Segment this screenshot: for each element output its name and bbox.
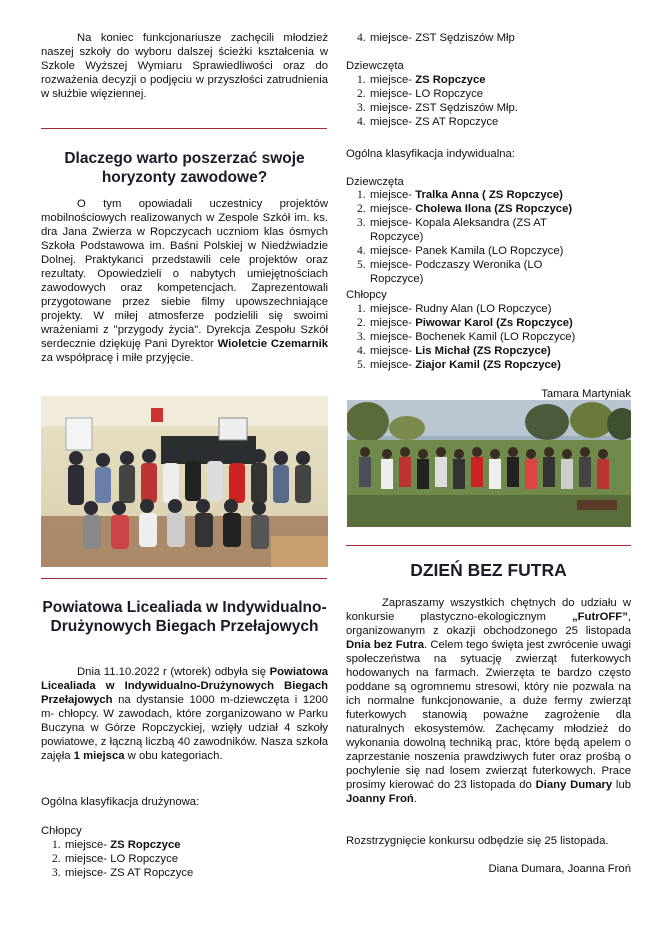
boys-heading-individual: Chłopcy (346, 289, 387, 301)
boys-heading: Chłopcy (41, 825, 82, 837)
girls-individual-list (329, 188, 574, 286)
girls-heading: Dziewczęta (346, 60, 404, 72)
authors-signature: Diana Dumara, Joanna Froń (488, 863, 631, 875)
day-name: Dnia bez Futra (346, 639, 424, 651)
list-item: 5. miejsce- Ziajor Kamil (ZS Ropczyce) (357, 359, 561, 371)
list-item: 1. miejsce- ZS Ropczyce (357, 74, 486, 86)
article-body-fur-free-day: Zapraszamy wszystkich chętnych do udziału w konkursie plastyczno-ekologicznym „FutrOFF”, organizowanym z okazji obchodzonego 25 listopada Dnia bez Futra. Celem tego święta jest zwrócenie uwagi społeczeństwa na sytuację zwierząt futerkowych hodowanych na farmach. Zwierzęta te bardzo często poddane są ogromnemu stresowi, który nie pozwala na ich normalne funkcjonowanie, a duże fermy zwierząt futerkowych stanowią poważne zagrożenie dla naturalnych ekosystemów. Zachęcamy młodzież do wykonania dowolną techniką prac, które będą apelem o zaprzestanie noszenia prawdziwych futer oraz prośbą o pochylenie się nad losem zwierząt futerkowych. Prace prosimy kierować do 23 listopada do Diany Dumary lub Joanny Froń. (346, 597, 632, 805)
horizons-paragraph-end: za współpracę i miłe przyjęcie. (41, 352, 194, 364)
horizons-paragraph: O tym opowiadali uczestnicy projektów mobilnościowych realizowanych w Zespole Szkół im. ks. dra Jana Zwierza w Ropczycach uczniom klas ósmych Szkoła Podstawowa im. Baśni Polskiej w Niedźwiadzie Dolnej. Praktykanci przedstawili cele projektów oraz rezultaty. Opowiedzieli o nabytych umiejętnościach zawodowych oraz kompetencjach. Zaprezentowali przygotowane przez siebie filmy upowszechniające projekty. W miłej atmosferze podzielili się swoimi wrażeniami z "przygody życia". Dyrekcja Zespołu Szkół serdecznie dziękuję Pani Dyrektor (41, 198, 328, 350)
event-name: Powiatowa Licealiada w Indywidualno-Drużynowych Biegach Przełajowych (41, 666, 328, 706)
list-item: 1. miejsce- Rudny Alan (LO Ropczyce) (357, 303, 552, 315)
list-item: 2. miejsce- Cholewa Ilona (ZS Ropczyce) (357, 203, 573, 215)
author-signature: Tamara Martyniak (541, 388, 631, 400)
licealiada-p-start: Dnia 11.10.2022 r (wtorek) odbyła się (77, 666, 270, 678)
girls-heading-individual: Dziewczęta (346, 176, 404, 188)
list-item: 5. miejsce- Podczaszy Weronika (LO Ropczyce) (357, 259, 543, 285)
list-item: 4. miejsce- Lis Michał (ZS Ropczyce) (357, 345, 551, 357)
intro-paragraph: Na koniec funkcjonariusze zachęcili młodzież naszej szkoły do wyboru dalszej ścieżki kształcenia w Szkole Wyższej Wymiaru Sprawiedliwości oraz do rozważenia decyzji o podjęciu w przyszłości zatrudnienia w służbie więziennej. (41, 32, 328, 100)
article-body-horizons (41, 197, 328, 365)
list-item: 3. miejsce- Kopala Aleksandra (ZS AT Ropczyce) (357, 217, 547, 243)
boys-individual-list (329, 302, 629, 372)
list-item: 4. miejsce- Panek Kamila (LO Ropczyce) (357, 245, 564, 257)
fur-free-day-closing: Rozstrzygnięcie konkursu odbędzie się 25 listopada. (346, 835, 609, 847)
list-item: 2. miejsce- LO Ropczyce (357, 88, 484, 100)
licealiada-p-end: w obu kategoriach. (124, 750, 223, 762)
section-divider (41, 578, 327, 579)
team-classification-heading: Ogólna klasyfikacja drużynowa: (41, 796, 200, 808)
boys-team-list-continued (329, 31, 629, 45)
list-item: 4. miejsce- ZST Sędziszów Młp (357, 32, 515, 44)
licealiada-p-mid: na dystansie 1000 m-dziewczęta i 1200 m- chłopcy. W zawodach, które zorganizowano w Parku Buczyna w Górze Ropczyckiej, wzięły udział 4 szkoły powiatowe, z łączną liczbą 40 zawodników. Nasza szkoła zajęła (41, 694, 328, 762)
list-item: 1. miejsce- Tralka Anna ( ZS Ropczyce) (357, 189, 563, 201)
place-bold: 1 miejsca (73, 750, 125, 762)
director-name: Wioletcie Czemarnik (217, 338, 329, 350)
article-title-fur-free-day: DZIEŃ BEZ FUTRA (410, 560, 567, 580)
list-item: 3. miejsce- ZST Sędziszów Młp. (357, 102, 518, 114)
list-item: 2. miejsce- LO Ropczyce (52, 853, 179, 865)
contact-name-2: Joanny Froń (346, 793, 414, 805)
section-divider (41, 128, 327, 129)
individual-classification-heading: Ogólna klasyfikacja indywidualna: (346, 148, 515, 160)
classroom-group-photo (41, 396, 328, 567)
list-item: 3. miejsce- Bochenek Kamil (LO Ropczyce) (357, 331, 576, 343)
article-title-licealiada: Powiatowa Licealiada w Indywidualno-Drużynowych Biegach Przełajowych (42, 599, 327, 635)
contact-name-1: Diany Dumary (535, 779, 613, 791)
list-item: 2. miejsce- Piwowar Karol (Zs Ropczyce) (357, 317, 573, 329)
list-item: 1. miejsce- ZS Ropczyce (52, 839, 181, 851)
section-divider (346, 545, 631, 546)
list-item: 3. miejsce- ZS AT Ropczyce (52, 867, 194, 879)
cross-country-group-photo (347, 400, 631, 527)
contest-name: „FutrOFF” (572, 611, 628, 623)
girls-team-list (329, 73, 629, 129)
article-body-licealiada (41, 665, 328, 763)
article-title-horizons: Dlaczego warto poszerzać swoje horyzonty zawodowe? (64, 150, 305, 186)
boys-team-list (24, 838, 324, 880)
list-item: 4. miejsce- ZS AT Ropczyce (357, 116, 499, 128)
